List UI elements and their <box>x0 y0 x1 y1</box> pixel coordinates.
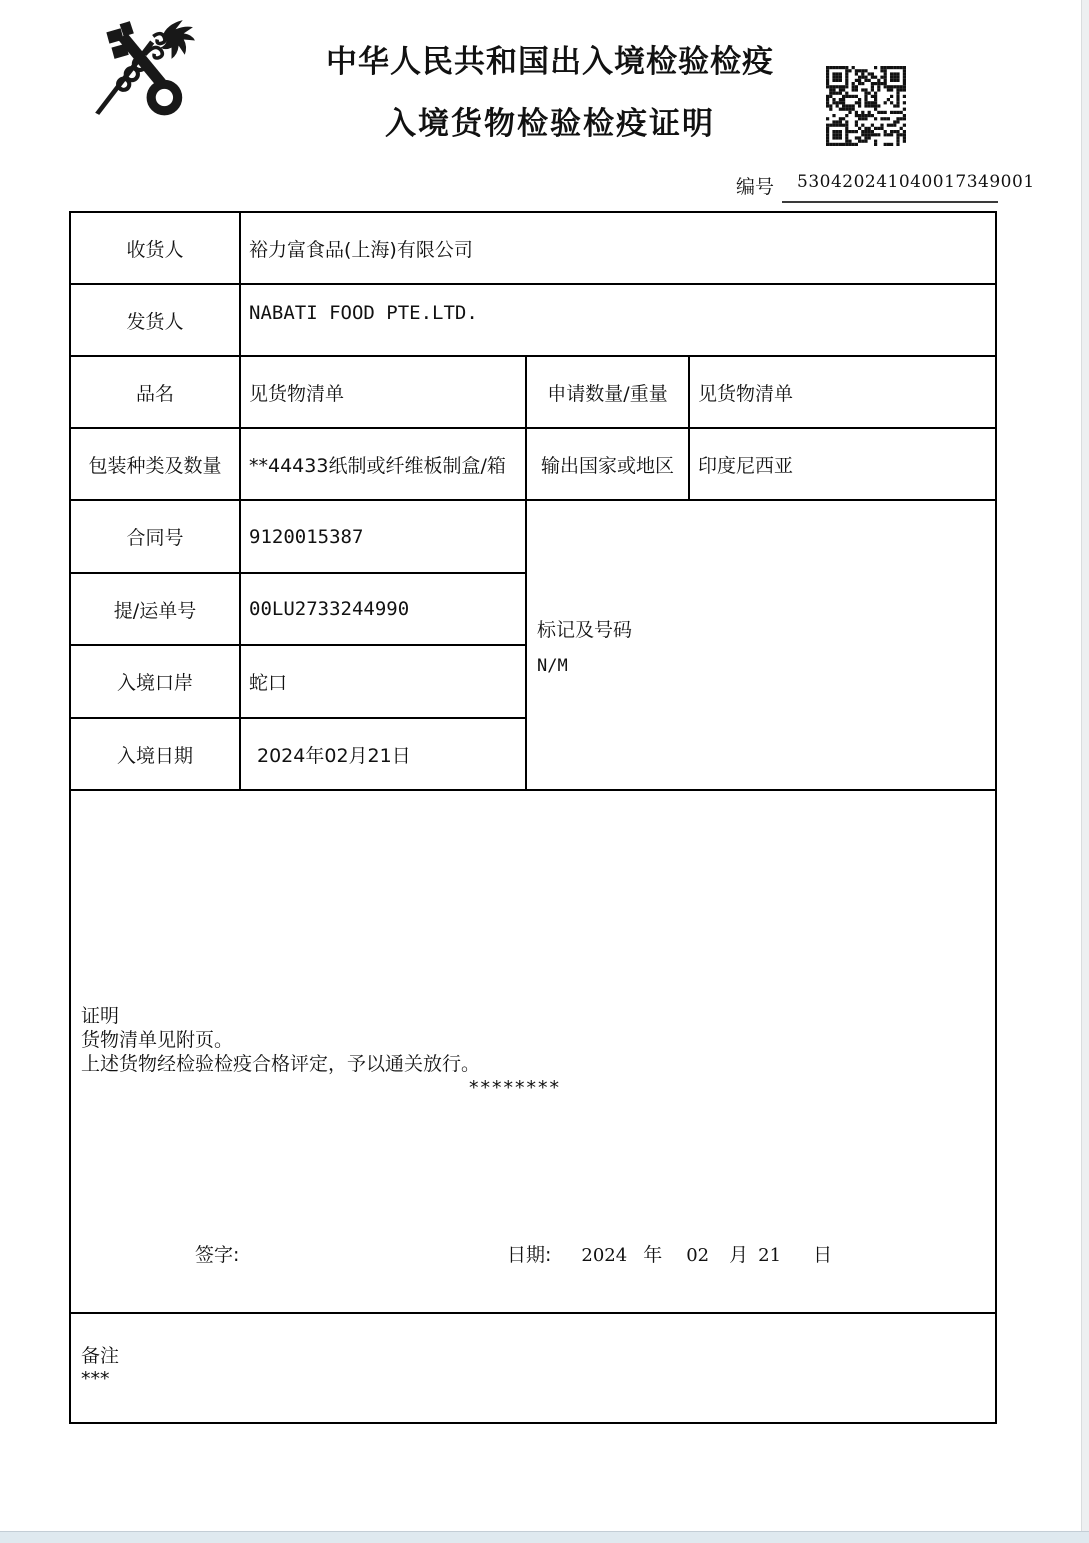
contract-no-value: 9120015387 <box>240 500 526 573</box>
packing-label: 包装种类及数量 <box>70 428 240 500</box>
entry-port-label: 入境口岸 <box>70 645 240 718</box>
date-label: 日期: <box>507 1244 552 1266</box>
title-line1: 中华人民共和国出入境检验检疫 <box>326 44 774 80</box>
page-bottom-edge <box>0 1531 1089 1543</box>
contract-no-label: 合同号 <box>70 500 240 573</box>
certificate-stars: ******** <box>469 1076 561 1099</box>
consignee-label: 收货人 <box>70 212 240 284</box>
date-line <box>507 1243 832 1268</box>
doc-number-underline <box>782 201 998 203</box>
export-country-label: 输出国家或地区 <box>526 428 689 500</box>
product-value: 见货物清单 <box>240 356 526 428</box>
row-product <box>70 356 996 428</box>
signature-label: 签字: <box>195 1244 240 1266</box>
marks-cell <box>526 500 996 790</box>
doc-number-value: 530420241040017349001 <box>797 172 1035 192</box>
bill-no-value: 00LU2733244990 <box>240 573 526 645</box>
consignor-label: 发货人 <box>70 284 240 356</box>
ciq-emblem-icon <box>86 12 198 128</box>
declared-qty-label: 申请数量/重量 <box>526 356 689 428</box>
certificate-table <box>69 211 997 1424</box>
entry-date-value: 2024年02月21日 <box>240 718 526 790</box>
certificate-statement-cell <box>70 790 996 1313</box>
row-consignor <box>70 284 996 356</box>
entry-port-value: 蛇口 <box>240 645 526 718</box>
row-certificate-statement <box>70 790 996 1313</box>
certificate-heading: 证明 <box>81 1004 120 1027</box>
certificate-line1: 货物清单见附页。 <box>81 1028 234 1051</box>
packing-value: **44433纸制或纤维板制盒/箱 <box>240 428 526 500</box>
consignor-value: NABATI FOOD PTE.LTD. <box>240 284 996 356</box>
date-year: 2024 <box>581 1245 628 1266</box>
declared-qty-value: 见货物清单 <box>689 356 996 428</box>
entry-date-label: 入境日期 <box>70 718 240 790</box>
certificate-line2: 上述货物经检验检疫合格评定，予以通关放行。 <box>81 1052 481 1075</box>
signature-line <box>71 1243 971 1273</box>
title-line2: 入境货物检验检疫证明 <box>385 106 715 142</box>
date-day: 21 <box>758 1245 782 1266</box>
bill-no-label: 提/运单号 <box>70 573 240 645</box>
row-remarks <box>70 1313 996 1423</box>
page-right-edge <box>1081 0 1089 1543</box>
date-month-unit: 月 <box>729 1244 749 1266</box>
row-packing <box>70 428 996 500</box>
export-country-value: 印度尼西亚 <box>689 428 996 500</box>
doc-number-label: 编号 <box>736 176 775 198</box>
date-month: 02 <box>686 1245 710 1266</box>
marks-value: N/M <box>537 655 568 676</box>
remarks-cell <box>70 1313 996 1423</box>
marks-label: 标记及号码 <box>537 618 633 641</box>
consignee-value: 裕力富食品(上海)有限公司 <box>240 212 996 284</box>
remarks-heading: 备注 <box>81 1345 120 1367</box>
row-contract <box>70 500 996 573</box>
row-consignee <box>70 212 996 284</box>
qr-code <box>826 66 906 146</box>
date-day-unit: 日 <box>813 1244 833 1266</box>
date-year-unit: 年 <box>643 1244 663 1266</box>
remarks-value: *** <box>81 1368 110 1390</box>
product-label: 品名 <box>70 356 240 428</box>
